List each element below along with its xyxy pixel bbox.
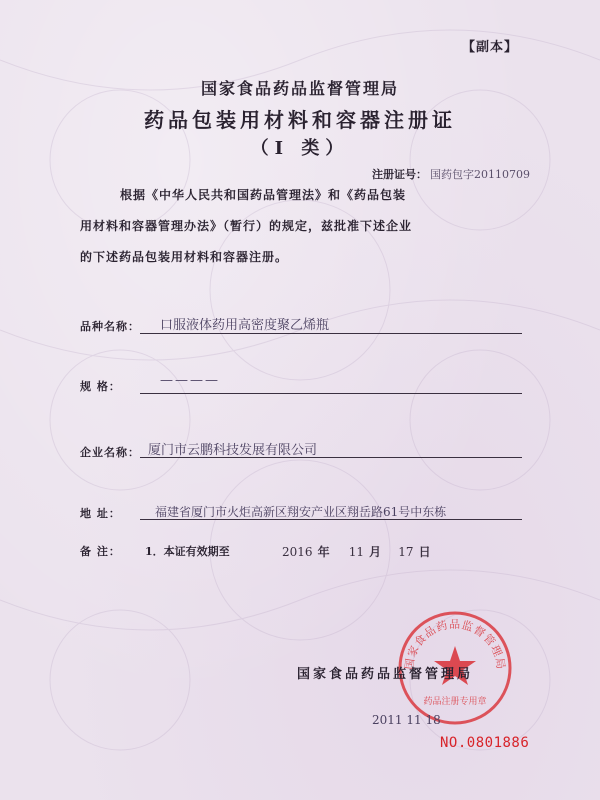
certificate-serial-number: NO.0801886 [440, 735, 530, 751]
product-name-value: 口服液体药用高密度聚乙烯瓶 [160, 318, 330, 333]
preamble-line-1: 根据《中华人民共和国药品管理法》和《药品包装 [120, 188, 407, 202]
preamble-line-2: 用材料和容器管理办法》（暂行）的规定，兹批准下述企业 [80, 219, 413, 233]
seal-inner-text: 药品注册专用章 [423, 697, 487, 707]
registration-number-value: 国药包字20110709 [430, 168, 530, 181]
expiry-day: 17 [398, 545, 414, 559]
certificate-title: 药品包装用材料和容器注册证 [144, 108, 456, 132]
duplicate-copy-badge: 【副本】 [461, 40, 518, 55]
issuing-agency-heading: 国家食品药品监督管理局 [200, 79, 399, 98]
company-name-label: 企业名称： [80, 446, 140, 459]
specification-underline [140, 393, 522, 394]
remarks-label: 备 注： [80, 545, 121, 558]
specification-value: ———— [160, 373, 220, 388]
seal-outer-text: 国家食品药品监督管理局 [402, 617, 508, 671]
address-label: 地 址： [80, 507, 121, 520]
expiry-year: 2016 [282, 545, 313, 559]
issuing-authority-signature: 国家食品药品监督管理局 [297, 667, 474, 682]
expiry-month-unit: 月 [369, 545, 382, 559]
company-name-underline [140, 457, 522, 458]
company-name-value: 厦门市云鹏科技发展有限公司 [148, 443, 318, 458]
expiry-day-unit: 日 [418, 545, 431, 559]
issue-date: 2011 11 18 [372, 713, 441, 727]
address-value: 福建省厦门市火炬高新区翔安产业区翔岳路61号中东栋 [155, 505, 447, 519]
expiry-date [282, 541, 431, 560]
expiry-year-unit: 年 [317, 545, 330, 559]
expiry-month: 11 [348, 545, 365, 559]
product-name-underline [140, 333, 522, 334]
registration-number-label: 注册证号： [372, 168, 427, 181]
certificate-class: （Ⅰ 类） [250, 138, 350, 159]
preamble-line-3: 的下述药品包装用材料和容器注册。 [80, 250, 289, 264]
remarks-text: 1．本证有效期至 [145, 545, 230, 558]
product-name-label: 品种名称： [80, 320, 140, 333]
address-underline [140, 519, 522, 520]
specification-label: 规 格： [80, 380, 121, 393]
